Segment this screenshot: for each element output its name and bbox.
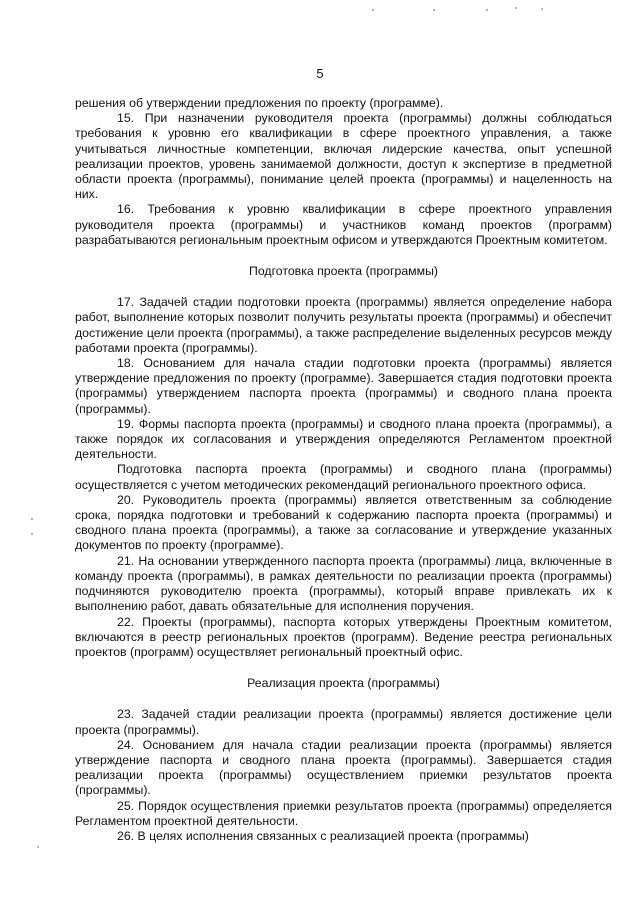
scan-artifact-dot — [541, 8, 543, 10]
paragraph-17: 17. Задачей стадии подготовки проекта (программы) является определение набора работ, выполнение которых позволит получить результаты проекта (программы) и обеспечит достижение цели проекта (программы), а также распределение выделенных ресурсов между работами проекта (программы). — [75, 295, 612, 355]
paragraph-23: 23. Задачей стадии реализации проекта (программы) является достижение цели проекта (программы). — [75, 707, 612, 737]
section-heading-preparation-wrap — [75, 248, 612, 295]
paragraph-18: 18. Основанием для начала стадии подготовки проекта (программы) является утверждение предложения по проекту (программе). Завершается стадия подготовки проекта (программы) утверждением паспорта проекта (программы) и сводного плана проекта (программы). — [75, 356, 612, 416]
scan-artifact-dot — [31, 533, 33, 535]
scan-artifact-dot — [433, 9, 435, 11]
section-heading-preparation: Подготовка проекта (программы) — [248, 264, 439, 279]
paragraph-14-end: решения об утверждении предложения по проекту (программе). — [75, 96, 444, 110]
scan-artifact-dot — [515, 7, 517, 9]
scan-artifact-dot — [37, 846, 39, 848]
paragraph-24: 24. Основанием для начала стадии реализации проекта (программы) является утверждение паспорта и сводного плана проекта (программы). Завершается стадия реализации проекта (программы) осуществлением приемки результатов проекта (программы). — [75, 737, 612, 798]
section-heading-implementation: Реализация проекта (программы) — [247, 676, 440, 691]
section-heading-implementation-wrap — [75, 660, 612, 707]
paragraph-25: 25. Порядок осуществления приемки результатов проекта (программы) определяется Регламентом проектной деятельности. — [75, 798, 612, 828]
paragraph-21: 21. На основании утвержденного паспорта проекта (программы) лица, включенные в команду проекта (программы), в рамках деятельности по реализации проекта (программы) подчиняются руководителю проекта (программы), который вправе привлекать их к выполнению работ, давать обязательные для исполнения поручения. — [75, 553, 612, 614]
page-number: 5 — [316, 66, 324, 81]
paragraph-26: 26. В целях исполнения связанных с реализацией проекта (программы) — [117, 828, 529, 843]
scan-artifact-dot — [31, 518, 33, 520]
paragraph-15: 15. При назначении руководителя проекта (программы) должны соблюдаться требования к уровню его квалификации в сфере проектного управления, а также учитываться личностные компетенции, включая лидерские качества, опыт успешной реализации проектов, уровень занимаемой должности, доступ к экспертизе в предметной области проекта (программы), понимание целей проекта (программы) и нацеленность на них. — [75, 111, 612, 202]
scan-artifact-dot — [372, 9, 374, 11]
document-body — [75, 96, 612, 844]
paragraph-19: 19. Формы паспорта проекта (программы) и сводного плана проекта (программы), а также порядок их согласования и утверждения определяются Регламентом проектной деятельности. — [75, 416, 612, 462]
paragraph-16: 16. Требования к уровню квалификации в сфере проектного управления руководителя проекта (программы) и участников команд проектов (программ) разрабатываются региональным проектным офисом и утверждаются Проектным комитетом. — [75, 202, 612, 247]
scan-artifact-dot — [486, 9, 488, 11]
paragraph-20: 20. Руководитель проекта (программы) является ответственным за соблюдение срока, порядка подготовки и требований к содержанию паспорта проекта (программы) и сводного плана проекта (программы), а также за согласование и утверждение указанных документов по проекту (программе). — [75, 492, 612, 553]
paragraph-19b: Подготовка паспорта проекта (программы) и сводного плана (программы) осуществляется с учетом методических рекомендаций регионального проектного офиса. — [75, 462, 612, 492]
paragraph-22: 22. Проекты (программы), паспорта которых утверждены Проектным комитетом, включаются в реестр региональных проектов (программ). Ведение реестра региональных проектов (программ) осуществляет региональный проектный офис. — [75, 614, 612, 659]
